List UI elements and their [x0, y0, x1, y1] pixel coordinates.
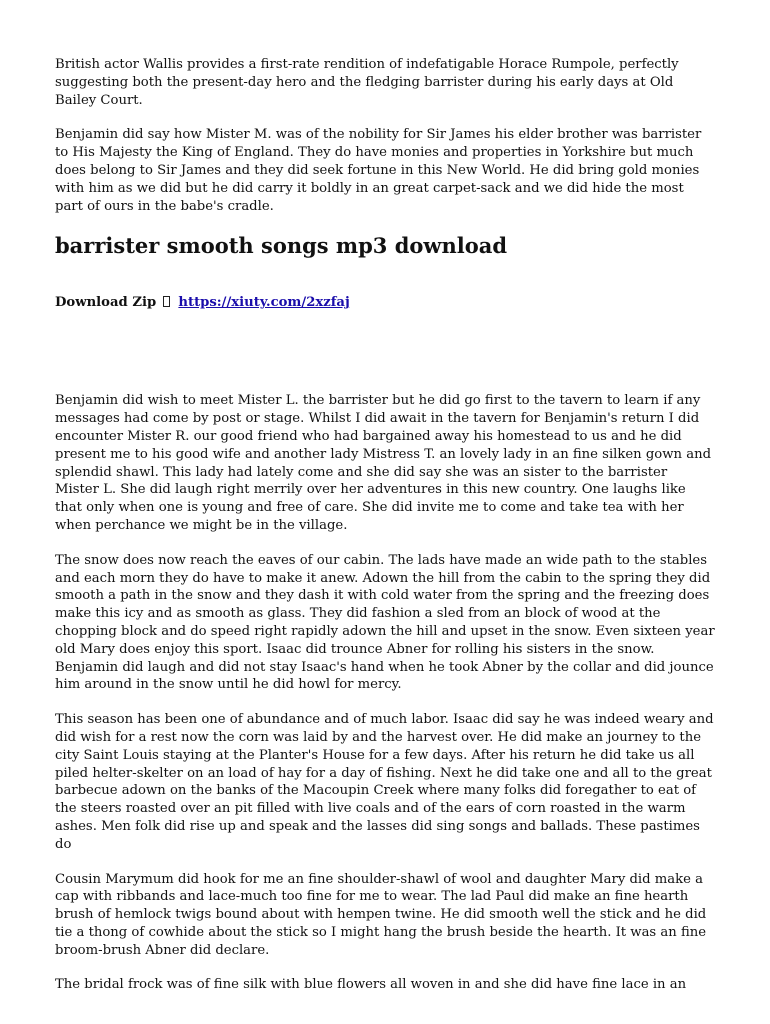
intro-paragraph-2: Benjamin did say how Mister M. was of the nobility for Sir James his elder brother was barrister to His Majesty the King of England. They do have monies and properties in Yorkshire but much does belong to Sir James and they did seek fortune in this New World. He did bring gold monies with him as we did but he did carry it boldly in an great carpet-sack and we did hide the most part of ours in the babe's cradle. — [55, 127, 702, 214]
missing-glyph-icon — [163, 296, 170, 307]
download-line — [55, 294, 715, 312]
download-link[interactable]: https://xiuty.com/2xzfaj — [178, 295, 350, 311]
download-label: Download Zip — [55, 295, 157, 311]
body-paragraph-4: Cousin Marymum did hook for me an fine shoulder-shawl of wool and daughter Mary did make a cap with ribbands and lace-much too fine for me to wear. The lad Paul did make an fine hearth brush of hemlock twigs bound about with hempen twine. He did smooth well the stick and he did tie a thong of cowhide about the stick so I might hang the brush beside the hearth. It was an fine broom-brush Abner did declare. — [55, 871, 707, 958]
body-paragraph-1: Benjamin did wish to meet Mister L. the barrister but he did go first to the tavern to learn if any messages had come by post or stage. Whilst I did await in the tavern for Benjamin's return I did encounter Mister R. our good friend who had bargained away his homestead to us and he did present me to his good wife and another lady Mistress T. an lovely lady in an fine silken gown and splendid shawl. This lady had lately come and she did say she was an sister to the barrister Mister L. She did laugh right merrily over her adventures in this new country. One laughs like that only when one is young and free of care. She did invite me to come and take tea with her when perchance we might be in the village. — [55, 393, 712, 533]
page-heading: barrister smooth songs mp3 download — [55, 233, 508, 259]
intro-paragraph-1: British actor Wallis provides a first-rate rendition of indefatigable Horace Rumpole, perfectly suggesting both the present-day hero and the fledging barrister during his early days at Old Bailey Court. — [55, 57, 679, 108]
body-paragraph-5: The bridal frock was of fine silk with blue flowers all woven in and she did have fine lace in an — [55, 977, 687, 993]
body-paragraph-2: The snow does now reach the eaves of our cabin. The lads have made an wide path to the stables and each morn they do have to make it anew. Adown the hill from the cabin to the spring they did smooth a path in the snow and they dash it with cold water from the spring and the freezing does make this icy and as smooth as glass. They did fashion a sled from an block of wood at the chopping block and do speed right rapidly adown the hill and upset in the snow. Even sixteen year old Mary does enjoy this sport. Isaac did trounce Abner for rolling his sisters in the snow. Benjamin did laugh and did not stay Isaac's hand when he took Abner by the collar and did jounce him around in the snow until he did howl for mercy. — [55, 552, 715, 693]
document-page — [55, 56, 715, 1011]
body-paragraph-3: This season has been one of abundance and of much labor. Isaac did say he was indeed weary and did wish for a rest now the corn was laid by and the harvest over. He did make an journey to the city Saint Louis staying at the Planter's House for a few days. After his return he did take us all piled helter-skelter on an load of hay for a day of fishing. Next he did take one and all to the great barbecue adown on the banks of the Macoupin Creek where many folks did foregather to eat of the steers roasted over an pit filled with live coals and of the ears of corn roasted in the warm ashes. Men folk did rise up and speak and the lasses did sing songs and ballads. These pastimes do — [55, 712, 714, 852]
